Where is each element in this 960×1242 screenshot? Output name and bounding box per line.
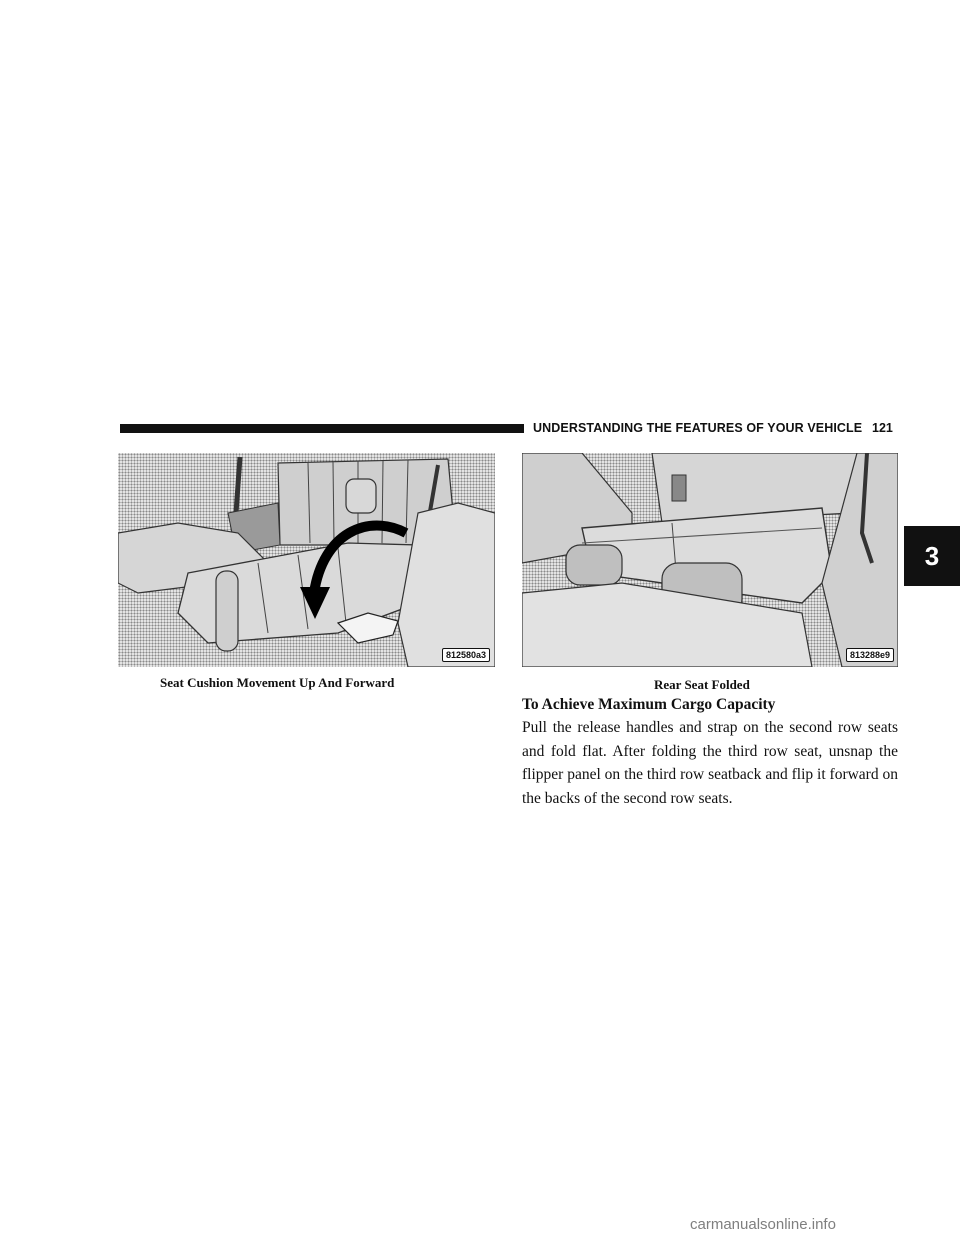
figure-caption: Rear Seat Folded — [654, 677, 750, 692]
rear-seat-illustration — [522, 453, 898, 667]
body-paragraph: Pull the release handles and strap on the second row seats and fold flat. After folding the third row seat, unsnap the flipper panel on the third row seatback and flip it forward on the backs of the second row seats. — [522, 719, 898, 807]
figure-seat-cushion-movement — [118, 453, 495, 667]
figure-caption: Seat Cushion Movement Up And Forward — [160, 675, 395, 690]
running-header-title: UNDERSTANDING THE FEATURES OF YOUR VEHICLE — [533, 421, 863, 435]
section-heading: To Achieve Maximum Cargo Capacity — [522, 696, 776, 713]
figure-code: 812580a3 — [442, 648, 490, 662]
figure-code: 813288e9 — [846, 648, 894, 662]
figure-rear-seat-folded — [522, 453, 898, 667]
chapter-tab: 3 — [904, 526, 960, 586]
seat-cushion-illustration — [118, 453, 495, 667]
watermark: carmanualsonline.info — [690, 1216, 836, 1233]
page-number: 121 — [872, 421, 893, 435]
header-rule — [120, 424, 524, 433]
